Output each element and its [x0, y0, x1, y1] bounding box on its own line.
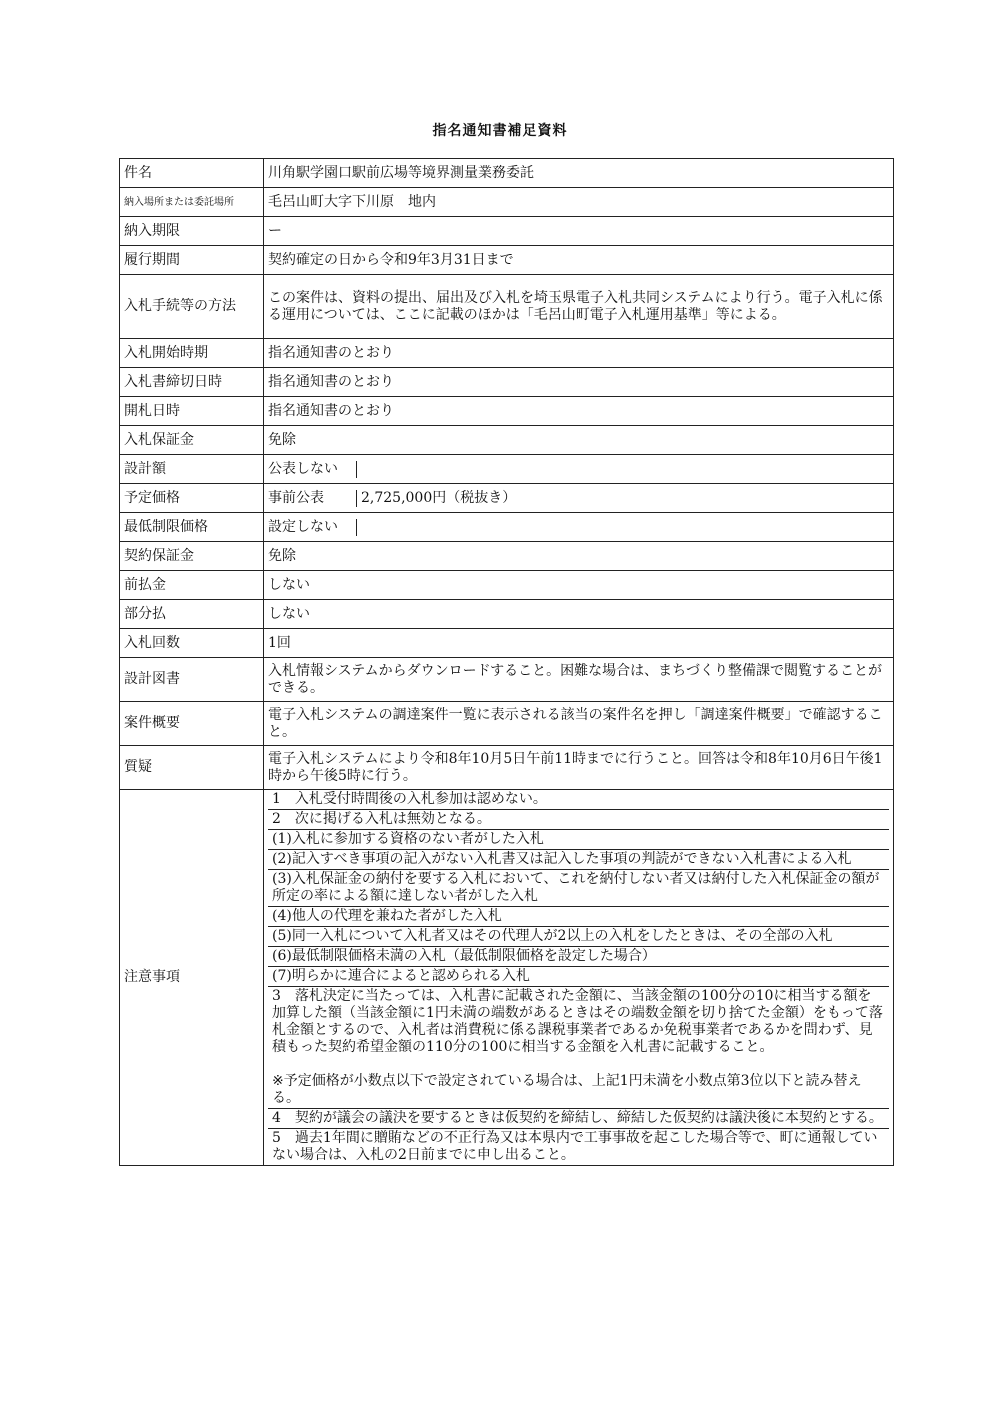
- label-advance: 前払金: [120, 571, 264, 600]
- row-contract-bond: [120, 542, 894, 571]
- note-item: 3 落札決定に当たっては、入札書に記載された金額に、当該金額の100分の10に相当する額を加算した額（当該金額に1円未満の端数があるときはその端数金額を切り捨てた金額）をもって落札金額とするので、入札者は消費税に係る課税事業者であるか免税事業者であるかを問わず、見積もった契約希望金額の110分の100に相当する金額を入札書に記載すること。 ※予定価格が小数点以下で設定されている場合は、上記1円未満を小数点第3位以下と読み替える。: [268, 986, 889, 1108]
- row-method: [120, 275, 894, 339]
- value-drawings: 入札情報システムからダウンロードすること。困難な場合は、まちづくり整備課で閲覧することができる。: [264, 658, 894, 702]
- supplement-table: [119, 158, 894, 1166]
- row-notes: [120, 790, 894, 1166]
- note-item: (1)入札に参加する資格のない者がした入札: [268, 829, 889, 849]
- note-item: (4)他人の代理を兼ねた者がした入札: [268, 906, 889, 926]
- label-deadline: 納入期限: [120, 217, 264, 246]
- label-contract-bond: 契約保証金: [120, 542, 264, 571]
- row-opening: [120, 397, 894, 426]
- note-item: (6)最低制限価格未満の入札（最低制限価格を設定した場合）: [268, 946, 889, 966]
- note-item: 5 過去1年間に贈賄などの不正行為又は本県内で工事事故を起こした場合等で、町に通報していない場合は、入札の2日前までに申し出ること。: [268, 1128, 889, 1165]
- value-start: 指名通知書のとおり: [264, 339, 894, 368]
- extra-min-price: [357, 519, 365, 536]
- row-start: [120, 339, 894, 368]
- value-design-amount: 公表しない: [264, 461, 357, 478]
- label-design-amount: 設計額: [120, 455, 264, 484]
- label-bond: 入札保証金: [120, 426, 264, 455]
- label-kenmei: 件名: [120, 159, 264, 188]
- label-place: 納入場所または委託場所: [120, 188, 264, 217]
- label-method: 入札手続等の方法: [120, 275, 264, 339]
- extra-planned-price: 2,725,000円（税抜き）: [361, 489, 517, 506]
- value-summary: 電子入札システムの調達案件一覧に表示される該当の案件名を押し「調達案件概要」で確認すること。: [264, 702, 894, 746]
- note-item: (3)入札保証金の納付を要する入札において、これを納付しない者又は納付した入札保証金の額が所定の率による額に達しない者がした入札: [268, 869, 889, 906]
- value-min-price: 設定しない: [264, 519, 357, 536]
- notes-list: [268, 790, 889, 1165]
- row-count: [120, 629, 894, 658]
- note-item: 4 契約が議会の議決を要するときは仮契約を締結し、締結した仮契約は議決後に本契約とする。: [268, 1108, 889, 1128]
- note-item: (2)記入すべき事項の記入がない入札書又は記入した事項の判読ができない入札書による入札: [268, 849, 889, 869]
- value-close: 指名通知書のとおり: [264, 368, 894, 397]
- value-place: 毛呂山町大字下川原 地内: [264, 188, 894, 217]
- value-deadline: ー: [264, 217, 894, 246]
- label-opening: 開札日時: [120, 397, 264, 426]
- row-kenmei: [120, 159, 894, 188]
- note-item: (5)同一入札について入札者又はその代理人が2以上の入札をしたときは、その全部の入札: [268, 926, 889, 946]
- row-min-price: [120, 513, 894, 542]
- row-drawings: [120, 658, 894, 702]
- label-min-price: 最低制限価格: [120, 513, 264, 542]
- value-planned-price: 事前公表: [264, 490, 357, 507]
- note-item: 1 入札受付時間後の入札参加は認めない。: [272, 791, 547, 807]
- note-item: (7)明らかに連合によると認められる入札: [268, 966, 889, 986]
- label-planned-price: 予定価格: [120, 484, 264, 513]
- row-close: [120, 368, 894, 397]
- row-period: [120, 246, 894, 275]
- label-partial: 部分払: [120, 600, 264, 629]
- row-deadline: [120, 217, 894, 246]
- value-opening: 指名通知書のとおり: [264, 397, 894, 426]
- note-item: 2 次に掲げる入札は無効となる。: [268, 809, 889, 829]
- value-contract-bond: 免除: [264, 542, 894, 571]
- label-questions: 質疑: [120, 746, 264, 790]
- label-summary: 案件概要: [120, 702, 264, 746]
- value-period: 契約確定の日から令和9年3月31日まで: [264, 246, 894, 275]
- value-advance: しない: [264, 571, 894, 600]
- label-start: 入札開始時期: [120, 339, 264, 368]
- label-count: 入札回数: [120, 629, 264, 658]
- row-advance: [120, 571, 894, 600]
- row-bond: [120, 426, 894, 455]
- label-period: 履行期間: [120, 246, 264, 275]
- label-notes: 注意事項: [120, 790, 264, 1166]
- value-partial: しない: [264, 600, 894, 629]
- value-method: この案件は、資料の提出、届出及び入札を埼玉県電子入札共同システムにより行う。電子入札に係る運用については、ここに記載のほかは「毛呂山町電子入札運用基準」等による。: [264, 275, 894, 339]
- row-partial: [120, 600, 894, 629]
- row-planned-price: [120, 484, 894, 513]
- label-close: 入札書締切日時: [120, 368, 264, 397]
- value-count: 1回: [264, 629, 894, 658]
- label-drawings: 設計図書: [120, 658, 264, 702]
- row-questions: [120, 746, 894, 790]
- extra-design-amount: [357, 461, 365, 478]
- row-design-amount: [120, 455, 894, 484]
- row-place: [120, 188, 894, 217]
- value-bond: 免除: [264, 426, 894, 455]
- document-title: 指名通知書補足資料: [432, 123, 568, 139]
- value-kenmei: 川角駅学園口駅前広場等境界測量業務委託: [264, 159, 894, 188]
- row-summary: [120, 702, 894, 746]
- value-questions: 電子入札システムにより令和8年10月5日午前11時までに行うこと。回答は令和8年10月6日午後1時から午後5時に行う。: [264, 746, 894, 790]
